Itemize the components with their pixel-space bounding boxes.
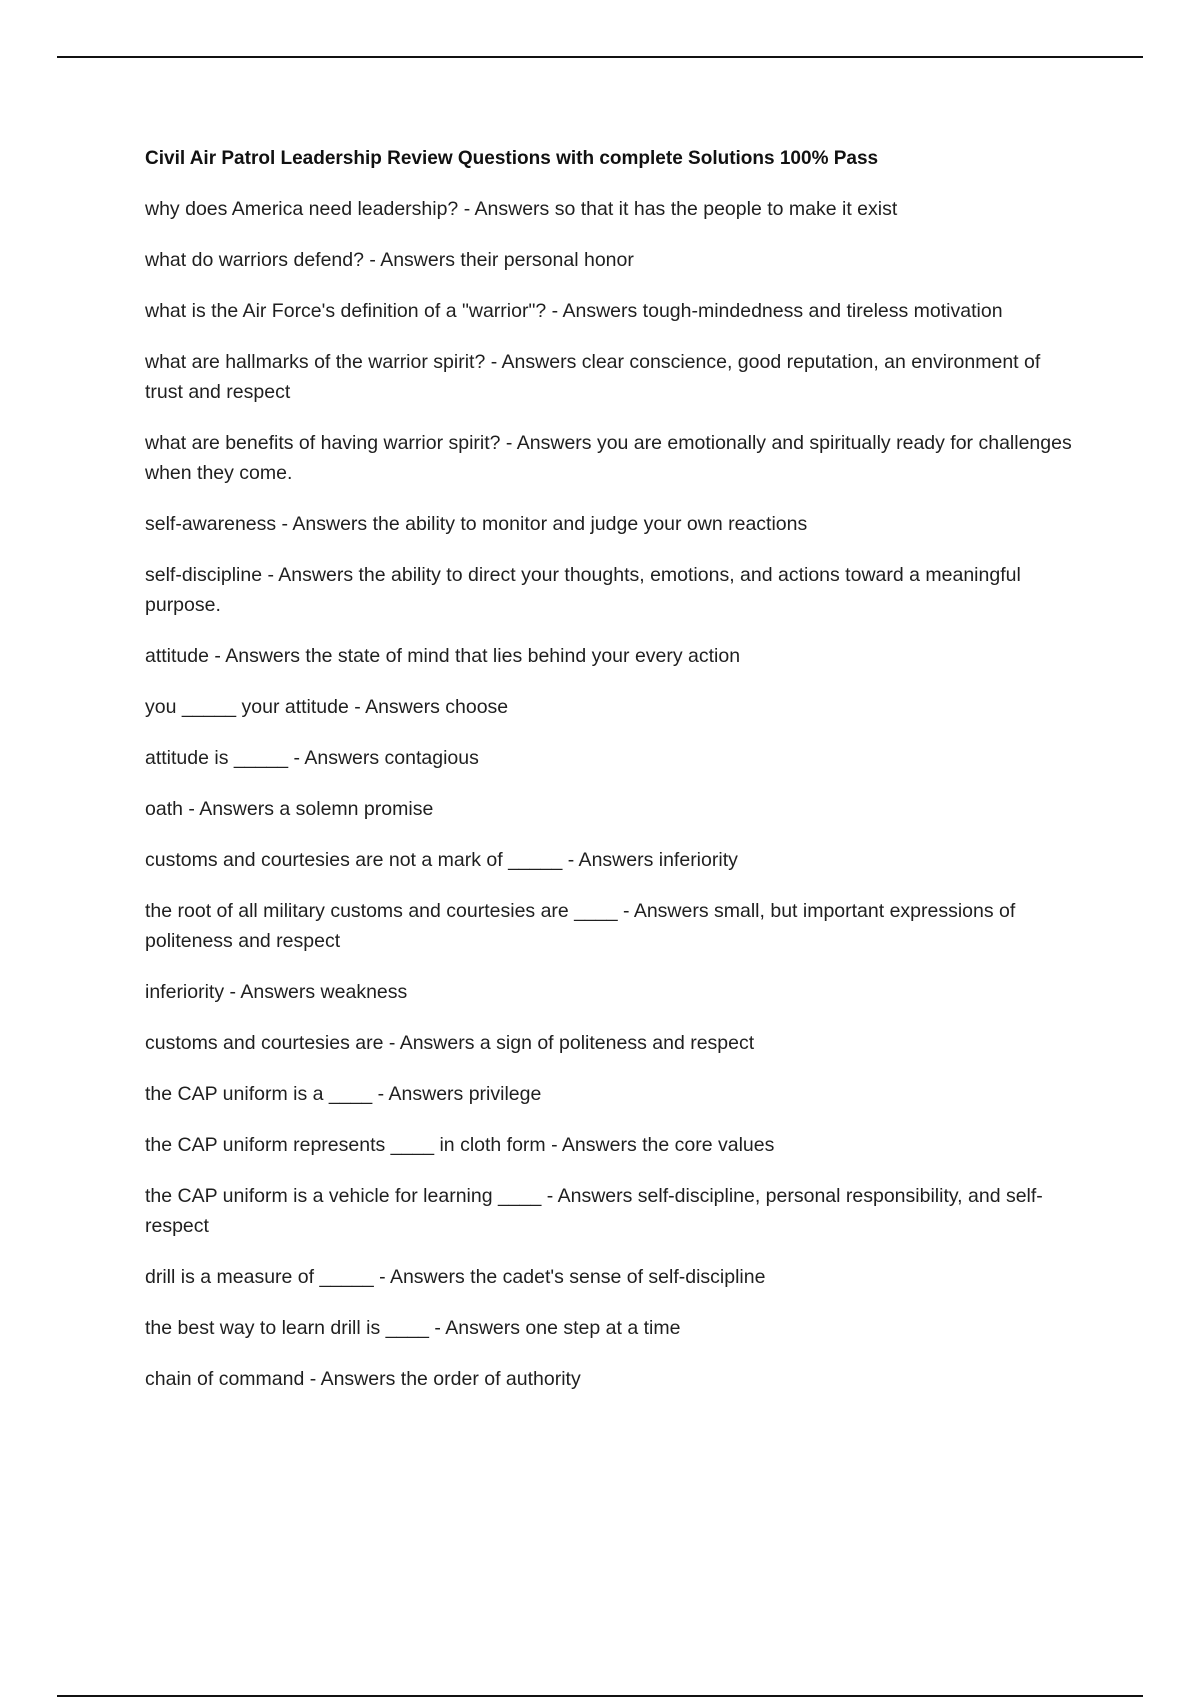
qa-item: inferiority - Answers weakness [145, 981, 408, 1003]
qa-item: chain of command - Answers the order of authority [145, 1368, 581, 1390]
qa-item: what is the Air Force's definition of a "warrior"? - Answers tough-mindedness and tireless motivation [145, 300, 1003, 322]
qa-item: oath - Answers a solemn promise [145, 798, 434, 820]
qa-item: drill is a measure of _____ - Answers the cadet's sense of self-discipline [145, 1266, 766, 1288]
qa-item: attitude - Answers the state of mind that lies behind your every action [145, 645, 741, 667]
header-rule [57, 56, 1143, 58]
qa-item: the CAP uniform is a vehicle for learning ____ - Answers self-discipline, personal responsibility, and self-respect [145, 1185, 1043, 1237]
qa-item: customs and courtesies are - Answers a sign of politeness and respect [145, 1032, 755, 1054]
qa-item: attitude is _____ - Answers contagious [145, 747, 479, 769]
qa-item: what are hallmarks of the warrior spirit? - Answers clear conscience, good reputation, an environment of trust and respect [145, 351, 1041, 403]
qa-item: self-discipline - Answers the ability to direct your thoughts, emotions, and actions toward a meaningful purpose. [145, 564, 1021, 616]
qa-item: what do warriors defend? - Answers their personal honor [145, 249, 634, 271]
qa-item: the CAP uniform represents ____ in cloth form - Answers the core values [145, 1134, 775, 1156]
qa-item: self-awareness - Answers the ability to monitor and judge your own reactions [145, 513, 808, 535]
footer-rule [57, 1695, 1143, 1697]
qa-item: customs and courtesies are not a mark of _____ - Answers inferiority [145, 849, 738, 871]
document-body [145, 144, 1080, 1415]
qa-item: the root of all military customs and courtesies are ____ - Answers small, but important expressions of politeness and respect [145, 900, 1016, 952]
document-title: Civil Air Patrol Leadership Review Questions with complete Solutions 100% Pass [145, 148, 879, 169]
qa-item: you _____ your attitude - Answers choose [145, 696, 509, 718]
qa-item: the CAP uniform is a ____ - Answers privilege [145, 1083, 542, 1105]
qa-item: the best way to learn drill is ____ - Answers one step at a time [145, 1317, 681, 1339]
qa-item: why does America need leadership? - Answers so that it has the people to make it exist [145, 198, 898, 220]
qa-item: what are benefits of having warrior spirit? - Answers you are emotionally and spiritually ready for challenges when they come. [145, 432, 1072, 484]
